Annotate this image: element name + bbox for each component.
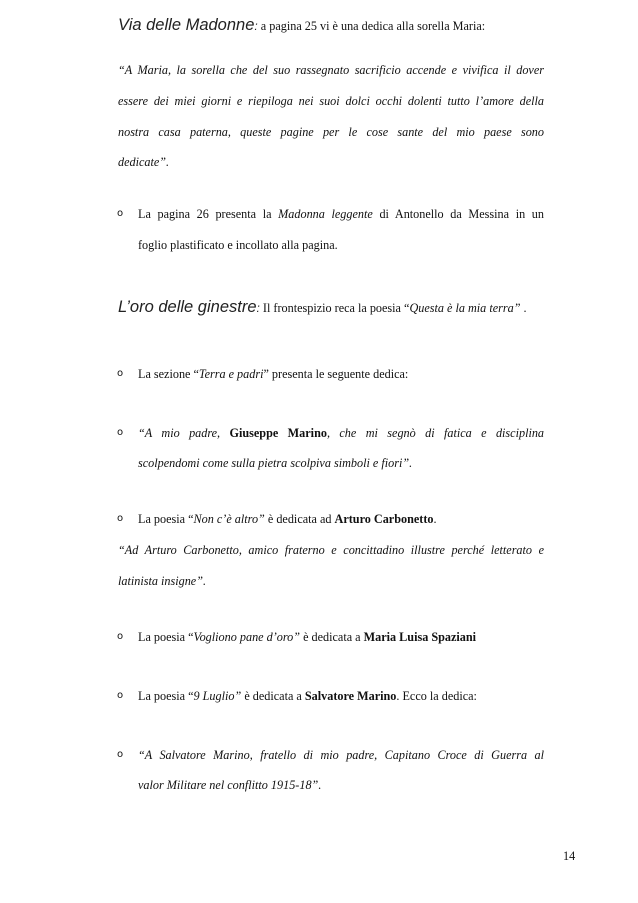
person-name: Salvatore Marino <box>304 689 397 703</box>
bullet-marker: o <box>117 368 124 379</box>
text-run: La poesia “ <box>138 512 194 526</box>
quote-line: essere dei miei giorni e riepiloga nei suoi dolci occhi dolenti tutto l’amore della <box>118 94 544 108</box>
bullet-marker: o <box>117 749 124 760</box>
bullet-text: “A Salvatore Marino, fratello di mio padre, Capitano Croce di Guerra al <box>138 748 544 762</box>
text-run: Il frontespizio reca la poesia “ <box>259 301 410 315</box>
poem-title: Non c’è altro” <box>193 512 265 526</box>
person-name: Giuseppe Marino <box>229 426 327 440</box>
bullet-text-continued: valor Militare nel conflitto 1915-18”. <box>138 778 322 792</box>
quote-line: “Ad Arturo Carbonetto, amico fraterno e concittadino illustre perché letterato e <box>118 543 544 557</box>
section-heading: Via delle Madonne <box>118 16 255 34</box>
page-number: 14 <box>563 849 576 863</box>
bullet-text <box>138 689 477 704</box>
text-run: La poesia “ <box>138 689 194 703</box>
section-title: Terra e padri <box>198 367 264 381</box>
bullet-marker: o <box>117 427 124 438</box>
bullet-marker: o <box>117 208 124 219</box>
section-intro: a pagina 25 vi è una dedica alla sorella Maria: <box>257 19 486 33</box>
text-run: . <box>520 301 527 315</box>
section1-heading-line <box>118 16 485 35</box>
section-heading: L’oro delle ginestre <box>118 298 257 316</box>
text-run: è dedicata ad <box>264 512 335 526</box>
bullet-text <box>138 512 437 527</box>
quote-line: dedicate”. <box>118 155 170 169</box>
section2-heading-line <box>118 298 527 317</box>
artwork-title: Madonna leggente <box>278 207 373 221</box>
text-run: La pagina 26 presenta la <box>138 207 279 221</box>
bullet-text-continued: foglio plastificato e incollato alla pagina. <box>138 238 338 252</box>
person-name: Maria Luisa Spaziani <box>363 630 477 644</box>
bullet-text <box>138 426 544 441</box>
quote-line: latinista insigne”. <box>118 574 207 588</box>
bullet-marker: o <box>117 631 124 642</box>
bullet-text <box>138 207 544 222</box>
poem-title: 9 Luglio” <box>193 689 242 703</box>
text-run: La sezione “ <box>138 367 199 381</box>
quote-line: nostra casa paterna, queste pagine per le cose sante del mio paese sono <box>118 125 544 139</box>
text-run: è dedicata a <box>300 630 364 644</box>
text-run: La poesia “ <box>138 630 194 644</box>
text-run: . Ecco la dedica: <box>396 689 477 703</box>
text-run: . <box>433 512 437 526</box>
bullet-marker: o <box>117 690 124 701</box>
text-run: è dedicata a <box>241 689 305 703</box>
text-run: “A mio padre, <box>138 426 230 440</box>
heading-colon: : <box>256 301 260 315</box>
bullet-marker: o <box>117 513 124 524</box>
text-run: , che mi segnò di fatica e disciplina <box>326 426 545 440</box>
bullet-text <box>138 367 408 382</box>
heading-colon: : <box>254 19 258 33</box>
quote-line: “A Maria, la sorella che del suo rassegnato sacrificio accende e vivifica il dover <box>118 63 544 77</box>
bullet-text-continued: scolpendomi come sulla pietra scolpiva simboli e fiori”. <box>138 456 413 470</box>
poem-title: Questa è la mia terra” <box>409 301 521 315</box>
bullet-text <box>138 630 476 645</box>
person-name: Arturo Carbonetto <box>334 512 434 526</box>
text-run: ” presenta le seguente dedica: <box>263 367 409 381</box>
poem-title: Vogliono pane d’oro” <box>193 630 301 644</box>
text-run: di Antonello da Messina in un <box>372 207 544 221</box>
